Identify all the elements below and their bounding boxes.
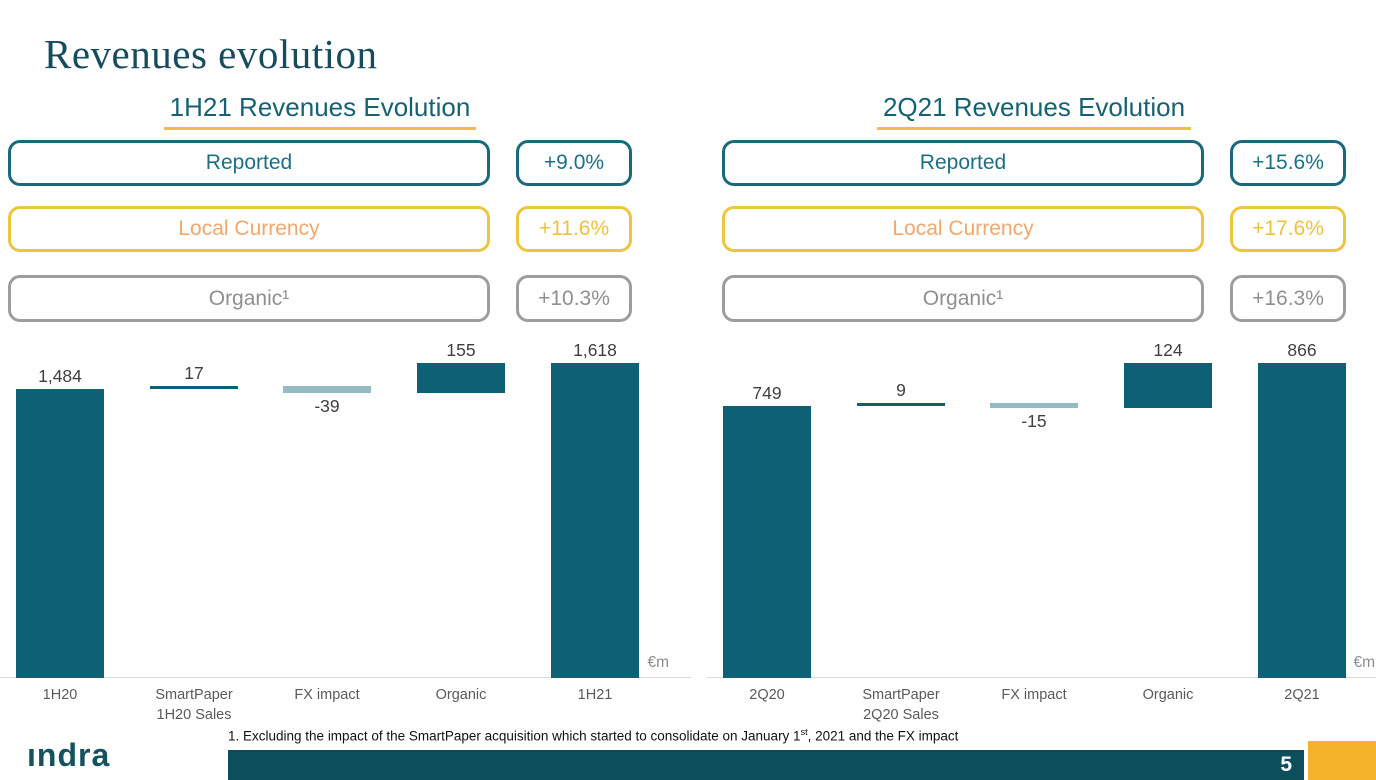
- bar-value-organic: 124: [1153, 340, 1183, 360]
- bar-value-2q20: 749: [752, 382, 782, 403]
- bar-value-1h20: 1,484: [38, 366, 82, 387]
- waterfall-chart-2q21: [707, 330, 1376, 730]
- bar-value-2q21: 866: [1287, 340, 1317, 361]
- footnote-suffix: , 2021 and the FX impact: [807, 728, 959, 744]
- footer-accent-block: [1308, 741, 1376, 780]
- local-currency-value-2q21: +17.6%: [1230, 206, 1346, 252]
- organic-value-1h21: +10.3%: [516, 275, 632, 322]
- x-axis-label-2q21: 2Q21: [1284, 687, 1320, 703]
- organic-value-2q21: +16.3%: [1230, 275, 1346, 322]
- page-title: Revenues evolution: [44, 31, 378, 77]
- bar-value-fx-impact: -15: [1021, 411, 1047, 432]
- unit-label-2q21: €m: [1353, 654, 1375, 671]
- waterfall-bar-smartpaper-1h20-sales: [150, 386, 238, 390]
- footer-bar: [228, 750, 1304, 780]
- x-axis-label-smartpaper-2q20-sales: SmartPaper 2Q20 Sales: [862, 687, 940, 723]
- waterfall-bar-smartpaper-2q20-sales: [857, 403, 945, 407]
- local-currency-box-1h21: Local Currency: [8, 206, 490, 252]
- x-axis-label-organic: Organic: [1142, 687, 1194, 703]
- waterfall-bar-organic: [1124, 363, 1212, 408]
- waterfall-bar-2q20: [723, 406, 811, 678]
- waterfall-bar-1h21: [551, 363, 639, 678]
- x-axis-label-1h20: 1H20: [42, 687, 78, 703]
- reported-value-2q21: +15.6%: [1230, 140, 1346, 186]
- organic-box-1h21: Organic¹: [8, 275, 490, 322]
- x-axis-label-fx-impact: FX impact: [294, 687, 360, 703]
- local-currency-box-2q21: Local Currency: [722, 206, 1204, 252]
- chart-title-1h21-text: 1H21 Revenues Evolution: [164, 92, 477, 130]
- x-axis-label-1h21: 1H21: [577, 687, 613, 703]
- bar-value-fx-impact: -39: [314, 396, 340, 417]
- chart-title-2q21-text: 2Q21 Revenues Evolution: [877, 92, 1191, 130]
- chart-title-1h21: [8, 92, 632, 130]
- page-number: 5: [1280, 753, 1292, 776]
- waterfall-chart-1h21: [0, 330, 691, 730]
- footnote-prefix: 1. Excluding the impact of the SmartPaper acquisition which started to consolidate on January 1: [228, 728, 801, 744]
- footnote: [228, 727, 958, 744]
- waterfall-bar-1h20: [16, 389, 104, 678]
- chart-title-2q21: [722, 92, 1346, 130]
- unit-label-1h21: €m: [647, 654, 669, 671]
- x-axis-label-fx-impact: FX impact: [1001, 687, 1067, 703]
- footnote-superscript: st: [800, 727, 808, 737]
- x-axis-label-2q20: 2Q20: [749, 687, 785, 703]
- local-currency-value-1h21: +11.6%: [516, 206, 632, 252]
- bar-value-smartpaper-1h20-sales: 17: [184, 362, 204, 383]
- bar-value-smartpaper-2q20-sales: 9: [896, 379, 906, 400]
- waterfall-bar-fx-impact: [283, 386, 371, 394]
- x-axis-label-smartpaper-1h20-sales: SmartPaper 1H20 Sales: [155, 687, 233, 723]
- reported-box-2q21: Reported: [722, 140, 1204, 186]
- reported-box-1h21: Reported: [8, 140, 490, 186]
- organic-box-2q21: Organic¹: [722, 275, 1204, 322]
- indra-logo: ındra: [27, 737, 111, 773]
- waterfall-bar-organic: [417, 363, 505, 393]
- waterfall-bar-fx-impact: [990, 403, 1078, 408]
- bar-value-1h21: 1,618: [573, 340, 617, 360]
- waterfall-bar-2q21: [1258, 363, 1346, 678]
- x-axis-label-organic: Organic: [435, 687, 487, 703]
- bar-value-organic: 155: [446, 340, 476, 361]
- reported-value-1h21: +9.0%: [516, 140, 632, 186]
